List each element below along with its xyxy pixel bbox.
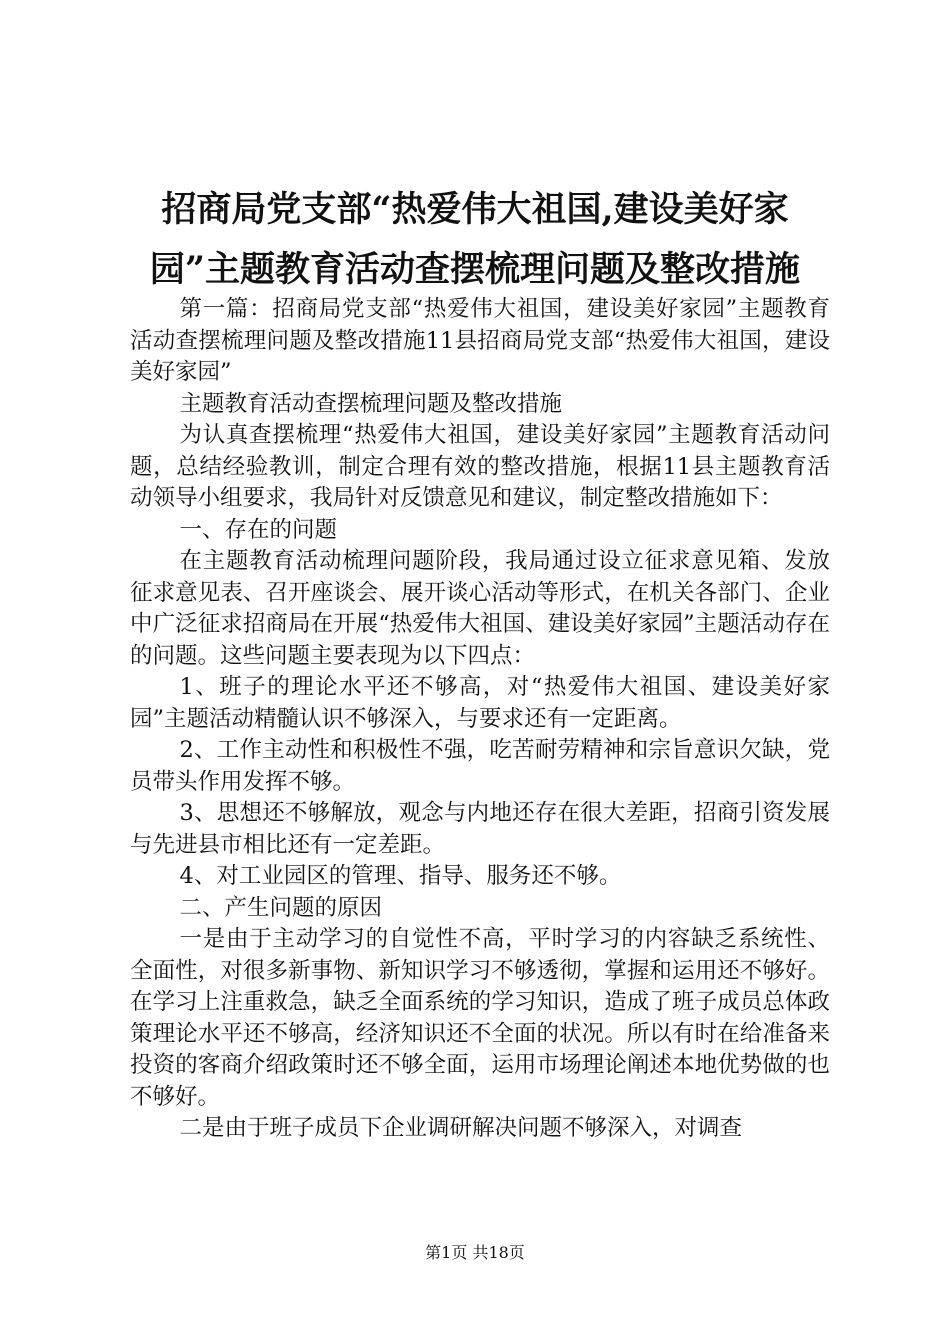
paragraph-1: 第一篇：招商局党支部“热爱伟大祖国，建设美好家园”主题教育活动查摆梳理问题及整改措施11县招商局党支部“热爱伟大祖国，建设美好家园” [130, 296, 830, 385]
section-heading-2: 二、产生问题的原因 [179, 894, 383, 921]
list-item-2: 2、工作主动性和积极性不强，吃苦耐劳精神和宗旨意识欠缺，党员带头作用发挥不够。 [130, 737, 830, 795]
list-item-3: 3、思想还不够解放，观念与内地还存在很大差距，招商引资发展与先进县市相比还有一定差距。 [130, 800, 830, 858]
paragraph-6: 二是由于班子成员下企业调研解决问题不够深入，对调查 [179, 1115, 743, 1141]
document-body [130, 294, 830, 1145]
paragraph-5: 一是由于主动学习的自觉性不高，平时学习的内容缺乏系统性、全面性，对很多新事物、新知识学习不够透彻，掌握和运用还不够好。在学习上注重救急，缺乏全面系统的学习知识，造成了班子成员总体政策理论水平还不够高，经济知识还不全面的状况。所以有时在给准备来投资的客商介绍政策时还不够全面，运用市场理论阐述本地优势做的也不够好。 [130, 926, 830, 1110]
paragraph-3: 为认真查摆梳理“热爱伟大祖国，建设美好家园”主题教育活动问题，总结经验教训，制定合理有效的整改措施，根据11县主题教育活动领导小组要求，我局针对反馈意见和建议，制定整改措施如下： [130, 422, 830, 511]
list-item-1: 1、班子的理论水平还不够高，对“热爱伟大祖国、建设美好家园”主题活动精髓认识不够深入，与要求还有一定距离。 [130, 674, 830, 732]
document-title-line-2: 园”主题教育活动查摆梳理问题及整改措施 [149, 249, 801, 290]
document-title-line-1: 招商局党支部“热爱伟大祖国,建设美好家 [161, 189, 789, 230]
page-footer: 第1页 共18页 [425, 1243, 525, 1262]
paragraph-4: 在主题教育活动梳理问题阶段，我局通过设立征求意见箱、发放征求意见表、召开座谈会、展开谈心活动等形式，在机关各部门、企业中广泛征求招商局在开展“热爱伟大祖国、建设美好家园”主题活动存在的问题。这些问题主要表现为以下四点： [130, 548, 830, 669]
section-heading-1: 一、存在的问题 [179, 516, 338, 543]
paragraph-2: 主题教育活动查摆梳理问题及整改措施 [179, 390, 563, 417]
list-item-4: 4、对工业园区的管理、指导、服务还不够。 [179, 863, 622, 889]
